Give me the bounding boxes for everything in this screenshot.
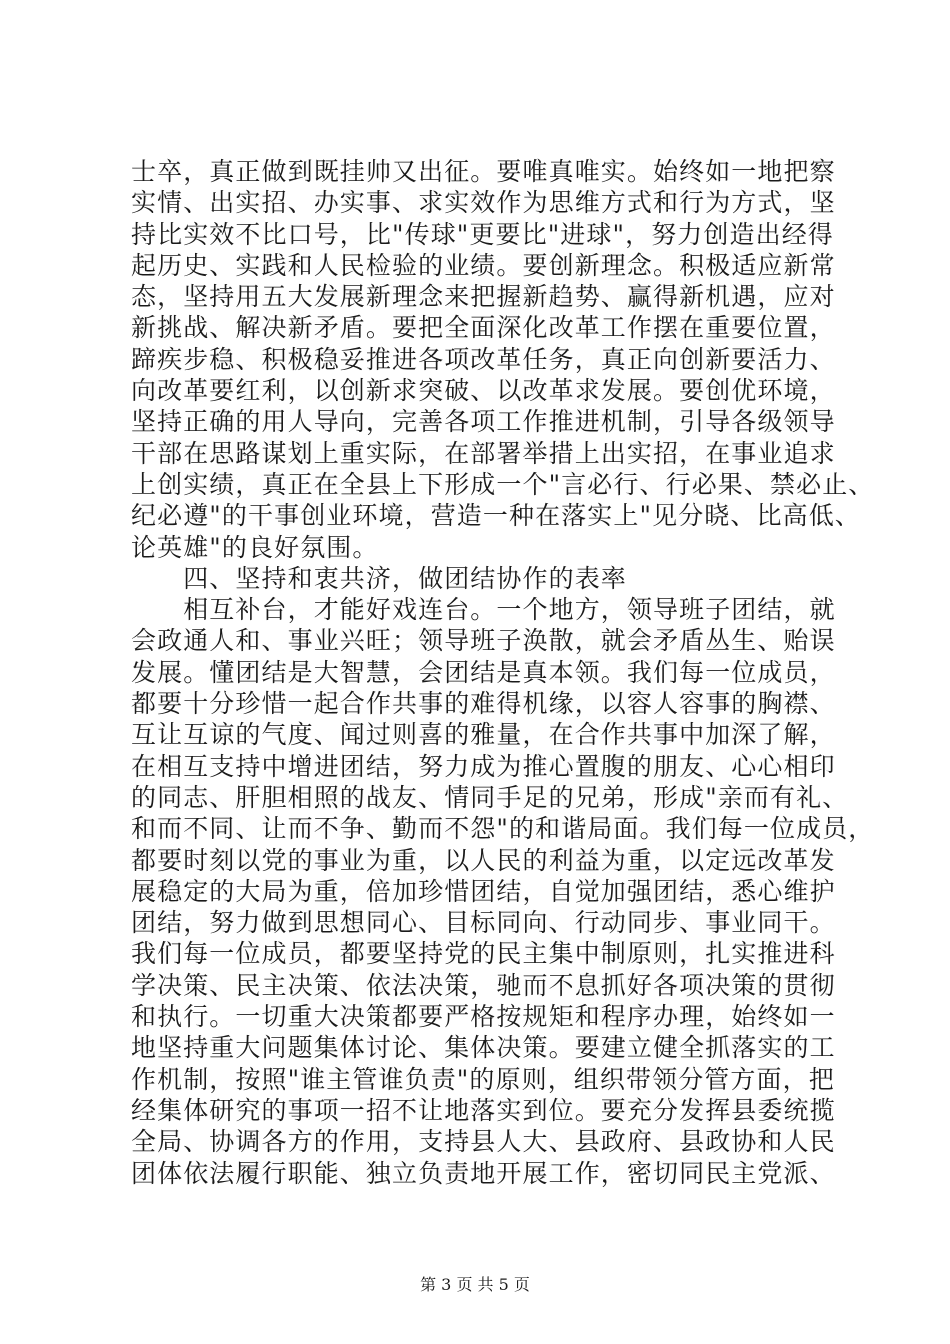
- text-line: 团结，努力做到思想同心、目标同向、行动同步、事业同干。: [131, 908, 836, 938]
- text-line: 和而不同、让而不争、勤而不怨"的和谐局面。我们每一位成员，: [131, 814, 875, 844]
- text-line: 在相互支持中增进团结，努力成为推心置腹的朋友、心心相印: [131, 751, 836, 781]
- body-text: [131, 156, 875, 1189]
- text-line: 团体依法履行职能、独立负责地开展工作，密切同民主党派、: [131, 1158, 836, 1188]
- text-line: 都要十分珍惜一起合作共事的难得机缘，以容人容事的胸襟、: [131, 689, 836, 719]
- page-footer: [0, 1272, 950, 1295]
- text-line: 实情、出实招、办实事、求实效作为思维方式和行为方式，坚: [131, 188, 836, 218]
- text-line: 士卒，真正做到既挂帅又出征。要唯真唯实。始终如一地把察: [131, 157, 836, 186]
- text-line: 作机制，按照"谁主管谁负责"的原则，组织带领分管方面，把: [131, 1064, 835, 1094]
- text-line: 互让互谅的气度、闻过则喜的雅量，在合作共事中加深了解，: [131, 720, 836, 750]
- text-line: 持比实效不比口号，比"传球"更要比"进球"，努力创造出经得: [131, 219, 834, 249]
- text-line: 起历史、实践和人民检验的业绩。要创新理念。积极适应新常: [131, 250, 836, 280]
- text-line: 新挑战、解决新矛盾。要把全面深化改革工作摆在重要位置，: [131, 313, 836, 343]
- text-line: 学决策、民主决策、依法决策，驰而不息抓好各项决策的贯彻: [131, 970, 836, 1000]
- text-line: 相互补台，才能好戏连台。一个地方，领导班子团结，就: [131, 595, 836, 625]
- page-number: 第 3 页 共 5 页: [420, 1275, 530, 1294]
- text-line: 我们每一位成员，都要坚持党的民主集中制原则，扎实推进科: [131, 939, 836, 969]
- text-line: 的同志、肝胆相照的战友、情同手足的兄弟，形成"亲而有礼、: [131, 782, 849, 812]
- section-heading: 四、坚持和衷共济，做团结协作的表率: [131, 563, 627, 593]
- text-line: 蹄疾步稳、积极稳妥推进各项改革任务，真正向创新要活力、: [131, 344, 836, 374]
- text-line: 经集体研究的事项一招不让地落实到位。要充分发挥县委统揽: [131, 1095, 836, 1125]
- text-line: 干部在思路谋划上重实际，在部署举措上出实招，在事业追求: [131, 438, 836, 468]
- text-line: 全局、协调各方的作用，支持县人大、县政府、县政协和人民: [131, 1127, 836, 1157]
- text-line: 都要时刻以党的事业为重，以人民的利益为重，以定远改革发: [131, 845, 836, 875]
- text-line: 纪必遵"的干事创业环境，营造一种在落实上"见分晓、比高低、: [131, 501, 861, 531]
- text-line: 坚持正确的用人导向，完善各项工作推进机制，引导各级领导: [131, 407, 836, 437]
- text-line: 展稳定的大局为重，倍加珍惜团结，自觉加强团结，悉心维护: [131, 876, 836, 906]
- text-line: 论英雄"的良好氛围。: [131, 532, 379, 562]
- text-line: 向改革要红利，以创新求突破、以改革求发展。要创优环境，: [131, 376, 836, 406]
- text-line: 发展。懂团结是大智慧，会团结是真本领。我们每一位成员，: [131, 657, 836, 687]
- text-line: 上创实绩，真正在全县上下形成一个"言必行、行必果、禁必止、: [131, 469, 875, 499]
- text-line: 地坚持重大问题集体讨论、集体决策。要建立健全抓落实的工: [131, 1033, 836, 1063]
- text-line: 和执行。一切重大决策都要严格按规矩和程序办理，始终如一: [131, 1002, 836, 1032]
- text-line: 会政通人和、事业兴旺；领导班子涣散，就会矛盾丛生、贻误: [131, 626, 836, 656]
- text-line: 态，坚持用五大发展新理念来把握新趋势、赢得新机遇，应对: [131, 282, 836, 312]
